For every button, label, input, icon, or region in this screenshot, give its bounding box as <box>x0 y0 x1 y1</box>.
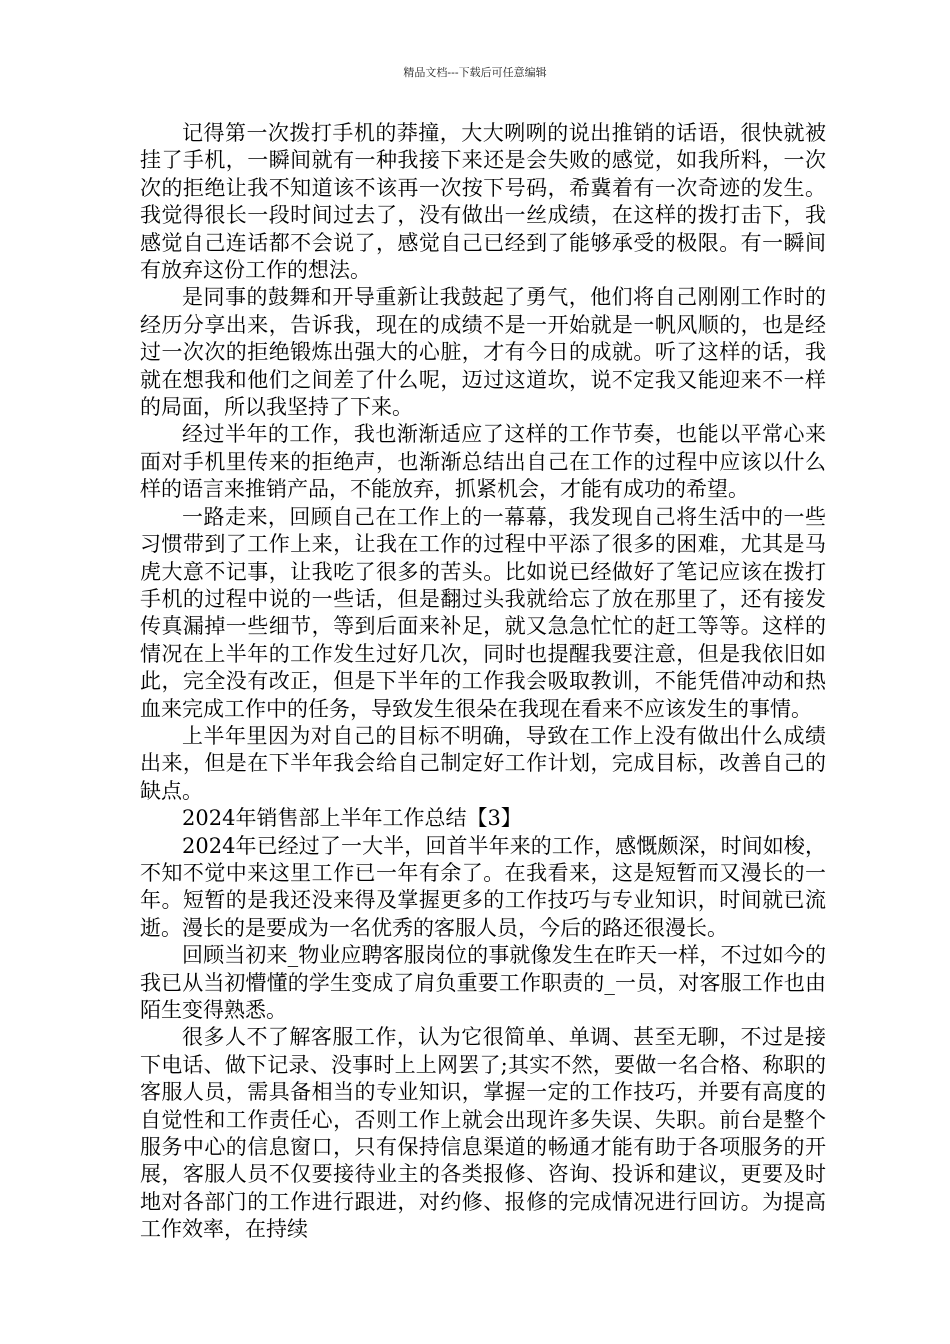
paragraph-7: 回顾当初来_物业应聘客服岗位的事就像发生在昨天一样，不过如今的我已从当初懵懂的学生变成了肩负重要工作职责的_一员，对客服工作也由陌生变得熟悉。 <box>140 943 826 1022</box>
paragraph-3: 经过半年的工作，我也渐渐适应了这样的工作节奏，也能以平常心来面对手机里传来的拒绝声，也渐渐总结出自己在工作的过程中应该以什么样的语言来推销产品，不能放弃，抓紧机会，才能有成功的希望。 <box>140 422 826 502</box>
section-title: 2024年销售部上半年工作总结【3】 <box>182 806 522 831</box>
document-body <box>140 120 826 1244</box>
page-header: 精品文档---下载后可任意编辑 <box>403 66 547 79</box>
paragraph-8: 很多人不了解客服工作，认为它很简单、单调、甚至无聊，不过是接下电话、做下记录、没事时上上网罢了;其实不然，要做一名合格、称职的客服人员，需具备相当的专业知识，掌握一定的工作技巧，并要有高度的自觉性和工作责任心，否则工作上就会出现许多失误、失职。前台是整个服务中心的信息窗口，只有保持信息渠道的畅通才能有助于各项服务的开展，客服人员不仅要接待业主的各类报修、咨询、投诉和建议，更要及时地对各部门的工作进行跟进，对约修、报修的完成情况进行回访。为提高工作效率，在持续 <box>140 1025 826 1242</box>
paragraph-5: 上半年里因为对自己的目标不明确，导致在工作上没有做出什么成绩出来，但是在下半年我会给自己制定好工作计划，完成目标，改善自己的缺点。 <box>140 723 826 803</box>
paragraph-6: 2024年已经过了一大半，回首半年来的工作，感慨颇深，时间如梭，不知不觉中来这里工作已一年有余了。在我看来，这是短暂而又漫长的一年。短暂的是我还没来得及掌握更多的工作技巧与专业知识，时间就已流逝。漫长的是要成为一名优秀的客服人员，今后的路还很漫长。 <box>140 833 826 940</box>
paragraph-1: 记得第一次拨打手机的莽撞，大大咧咧的说出推销的话语，很快就被挂了手机，一瞬间就有一种我接下来还是会失败的感觉，如我所料，一次次的拒绝让我不知道该不该再一次按下号码，希冀着有一次奇迹的发生。我觉得很长一段时间过去了，没有做出一丝成绩，在这样的拨打击下，我感觉自己连话都不会说了，感觉自己已经到了能够承受的极限。有一瞬间有放弃这份工作的想法。 <box>140 121 826 283</box>
paragraph-4: 一路走来，回顾自己在工作上的一幕幕，我发现自己将生活中的一些习惯带到了工作上来，让我在工作的过程中平添了很多的困难，尤其是马虎大意不记事，让我吃了很多的苦头。比如说已经做好了笔记应该在拨打手机的过程中说的一些话，但是翻过头我就给忘了放在那里了，还有接发传真漏掉一些细节，等到后面来补足，就又急急忙忙的赶工等等。这样的情况在上半年的工作发生过好几次，同时也提醒我要注意，但是我依旧如此，完全没有改正，但是下半年的工作我会吸取教训，不能凭借冲动和热血来完成工作中的任务，导致发生很朵在我现在看来不应该发生的事情。 <box>140 504 826 721</box>
paragraph-2: 是同事的鼓舞和开导重新让我鼓起了勇气，他们将自己刚刚工作时的经历分享出来，告诉我，现在的成绩不是一开始就是一帆风顺的，也是经过一次次的拒绝锻炼出强大的心脏，才有今日的成就。听了这样的话，我就在想我和他们之间差了什么呢，迈过这道坎，说不定我又能迎来不一样的局面，所以我坚持了下来。 <box>140 285 826 420</box>
